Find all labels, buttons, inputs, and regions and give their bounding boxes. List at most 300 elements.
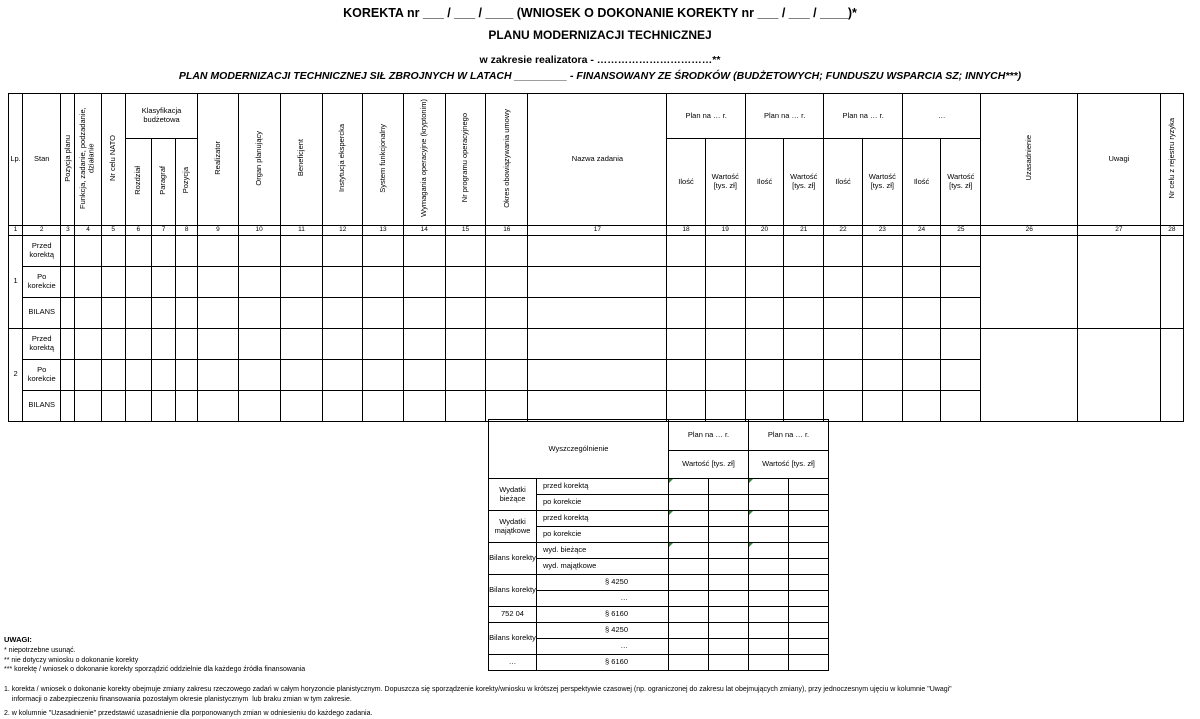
column-number: 18 [667, 225, 705, 235]
table-cell[interactable] [403, 328, 445, 359]
table-row [9, 235, 1184, 266]
summary-value-cell[interactable] [709, 607, 749, 623]
summary-value-cell[interactable] [709, 479, 749, 495]
col-header-uwagi: Uwagi [1078, 94, 1161, 226]
column-number-row [9, 225, 1184, 235]
table-cell[interactable] [101, 235, 125, 266]
table-cell[interactable] [941, 297, 981, 328]
table-cell[interactable] [528, 235, 667, 266]
table-cell[interactable] [862, 235, 902, 266]
col-header-organ: Organ planujący [253, 130, 263, 186]
table-cell[interactable] [280, 328, 322, 359]
summary-value-cell[interactable] [669, 623, 709, 639]
table-cell[interactable] [75, 328, 101, 359]
summary-bilans-code: 752 04 [489, 607, 537, 623]
summary-value-cell[interactable] [789, 623, 829, 639]
footnote-2: ** nie dotyczy wniosku o dokonanie korekty [4, 656, 139, 664]
col-header-pozycja: Pozycja [181, 167, 191, 194]
table-cell[interactable] [323, 297, 363, 328]
table-cell[interactable] [667, 328, 705, 359]
table-cell[interactable] [902, 359, 940, 390]
table-cell[interactable] [784, 266, 824, 297]
summary-bilans-label: Bilans korekty [489, 575, 537, 607]
table-cell[interactable] [902, 328, 940, 359]
table-cell[interactable] [445, 328, 485, 359]
summary-wartosc-header: Wartość [tys. zł] [669, 451, 749, 479]
table-cell[interactable] [61, 235, 75, 266]
table-cell[interactable] [824, 297, 862, 328]
table-cell[interactable] [75, 235, 101, 266]
summary-value-cell[interactable] [709, 559, 749, 575]
summary-value-cell[interactable] [709, 655, 749, 671]
col-header-pozycja-planu: Pozycja planu [62, 134, 72, 182]
table-cell[interactable] [125, 297, 151, 328]
col-header-ilosc: Ilość [667, 139, 705, 225]
summary-group-label: Bilans korekty [489, 543, 537, 575]
table-cell[interactable] [941, 390, 981, 421]
table-cell[interactable] [824, 328, 862, 359]
document-title: KOREKTA nr ___ / ___ / ____ (WNIOSEK O DOKONANIE KOREKTY nr ___ / ___ / ____)* [343, 6, 857, 20]
col-header-instytucja: Instytucja ekspercka [337, 124, 347, 192]
table-cell[interactable] [280, 266, 322, 297]
table-cell[interactable] [784, 390, 824, 421]
table-cell[interactable] [862, 359, 902, 390]
table-cell[interactable] [101, 297, 125, 328]
table-cell[interactable] [176, 235, 198, 266]
column-number: 11 [280, 225, 322, 235]
note-point-1-line-2: informacji o zabezpieczeniu finansowania pozostałym okresie planistycznym lub braku zmian w tym zakresie. [4, 695, 352, 703]
table-cell[interactable] [280, 235, 322, 266]
summary-value-cell[interactable] [669, 639, 709, 655]
table-cell[interactable] [667, 297, 705, 328]
table-cell[interactable] [445, 266, 485, 297]
table-cell[interactable] [363, 235, 403, 266]
summary-value-cell[interactable] [709, 575, 749, 591]
main-plan-table [8, 93, 1184, 422]
document-subtitle: PLANU MODERNIZACJI TECHNICZNEJ [488, 28, 712, 42]
table-cell[interactable] [176, 390, 198, 421]
table-cell[interactable] [667, 359, 705, 390]
table-cell[interactable] [486, 266, 528, 297]
table-cell[interactable] [198, 235, 238, 266]
table-cell[interactable] [323, 235, 363, 266]
col-header-lp: Lp. [9, 94, 23, 226]
table-cell[interactable] [125, 359, 151, 390]
summary-value-cell[interactable] [789, 527, 829, 543]
table-cell[interactable] [784, 359, 824, 390]
column-number: 10 [238, 225, 280, 235]
col-header-nr-celu-rejestru: Nr celu z rejestru ryzyka [1166, 117, 1176, 199]
summary-value-cell[interactable] [789, 543, 829, 559]
summary-paragraph-label: § 4250 [537, 623, 669, 639]
column-number: 1 [9, 225, 23, 235]
summary-paragraph-label: § 6160 [537, 655, 669, 671]
table-cell[interactable] [445, 297, 485, 328]
summary-value-cell[interactable] [669, 559, 709, 575]
summary-value-cell[interactable] [789, 639, 829, 655]
summary-value-cell[interactable] [669, 575, 709, 591]
table-cell[interactable] [101, 390, 125, 421]
col-header-wartosc: Wartość [tys. zł] [941, 139, 981, 225]
col-header-wartosc: Wartość [tys. zł] [784, 139, 824, 225]
summary-item-label: po korekcie [537, 527, 669, 543]
summary-header: Wyszczególnienie [489, 420, 669, 479]
table-cell[interactable] [403, 359, 445, 390]
risk-register-cell[interactable] [1160, 235, 1183, 328]
summary-value-cell[interactable] [789, 607, 829, 623]
table-cell[interactable] [705, 390, 745, 421]
col-header-beneficjent: Beneficjent [296, 139, 306, 177]
table-cell[interactable] [151, 235, 175, 266]
table-cell[interactable] [403, 266, 445, 297]
summary-value-cell[interactable] [709, 639, 749, 655]
column-number: 27 [1078, 225, 1161, 235]
table-cell[interactable] [238, 297, 280, 328]
table-cell[interactable] [705, 235, 745, 266]
summary-value-cell[interactable] [749, 591, 789, 607]
col-header-ilosc: Ilość [902, 139, 940, 225]
summary-value-cell[interactable] [709, 623, 749, 639]
column-number: 6 [125, 225, 151, 235]
table-cell[interactable] [824, 359, 862, 390]
summary-paragraph-label: § 6160 [537, 607, 669, 623]
table-cell[interactable] [61, 266, 75, 297]
summary-value-cell[interactable] [749, 559, 789, 575]
col-header-rozdzial: Rozdział [133, 166, 143, 195]
table-cell[interactable] [75, 390, 101, 421]
summary-paragraph-label: … [537, 591, 669, 607]
col-header-funkcja: Funkcja, zadanie, podzadanie, działanie [78, 107, 97, 209]
table-cell[interactable] [238, 266, 280, 297]
summary-value-cell[interactable] [669, 495, 709, 511]
table-cell[interactable] [176, 328, 198, 359]
column-number: 23 [862, 225, 902, 235]
plan-group-header: Plan na … r. [667, 94, 746, 139]
table-cell[interactable] [323, 359, 363, 390]
table-cell[interactable] [745, 297, 783, 328]
table-cell[interactable] [705, 359, 745, 390]
table-cell[interactable] [151, 359, 175, 390]
col-header-nazwa: Nazwa zadania [528, 94, 667, 226]
table-cell[interactable] [75, 359, 101, 390]
col-header-nr-programu: Nr programu operacyjnego [460, 113, 470, 203]
table-cell[interactable] [705, 266, 745, 297]
table-cell[interactable] [151, 297, 175, 328]
realizator-line: w zakresie realizatora - ……………………………** [479, 54, 721, 66]
table-cell[interactable] [528, 328, 667, 359]
table-cell[interactable] [528, 390, 667, 421]
table-cell[interactable] [862, 328, 902, 359]
column-number: 2 [23, 225, 61, 235]
summary-group-label: Wydatki bieżące [489, 479, 537, 511]
summary-value-cell[interactable] [749, 543, 789, 559]
table-cell[interactable] [323, 390, 363, 421]
summary-value-cell[interactable] [669, 527, 709, 543]
row-stan: Po korekcie [23, 266, 61, 297]
summary-value-cell[interactable] [669, 607, 709, 623]
summary-value-cell[interactable] [749, 655, 789, 671]
summary-value-cell[interactable] [709, 527, 749, 543]
table-cell[interactable] [238, 359, 280, 390]
summary-paragraph-label: … [537, 639, 669, 655]
summary-value-cell[interactable] [789, 655, 829, 671]
uwagi-cell[interactable] [1078, 328, 1161, 421]
column-number: 16 [486, 225, 528, 235]
table-cell[interactable] [824, 235, 862, 266]
summary-plan-header: Plan na … r. [749, 420, 829, 451]
col-header-ilosc: Ilość [824, 139, 862, 225]
table-cell[interactable] [61, 390, 75, 421]
column-number: 15 [445, 225, 485, 235]
table-cell[interactable] [101, 266, 125, 297]
summary-value-cell[interactable] [789, 591, 829, 607]
row-stan: Po korekcie [23, 359, 61, 390]
column-number: 22 [824, 225, 862, 235]
row-stan: Przed korektą [23, 328, 61, 359]
summary-wartosc-header: Wartość [tys. zł] [749, 451, 829, 479]
table-cell[interactable] [745, 266, 783, 297]
table-cell[interactable] [486, 235, 528, 266]
summary-value-cell[interactable] [709, 495, 749, 511]
table-cell[interactable] [280, 359, 322, 390]
table-cell[interactable] [528, 297, 667, 328]
summary-bilans-label: Bilans korekty [489, 623, 537, 655]
table-cell[interactable] [238, 328, 280, 359]
table-cell[interactable] [363, 266, 403, 297]
table-cell[interactable] [238, 235, 280, 266]
table-cell[interactable] [101, 328, 125, 359]
summary-item-label: po korekcie [537, 495, 669, 511]
table-cell[interactable] [528, 266, 667, 297]
table-cell[interactable] [705, 328, 745, 359]
table-cell[interactable] [125, 266, 151, 297]
note-point-1 [4, 685, 952, 704]
table-cell[interactable] [486, 297, 528, 328]
plan-group-header: Plan na … r. [745, 94, 824, 139]
column-number: 25 [941, 225, 981, 235]
table-row [9, 328, 1184, 359]
summary-paragraph-label: § 4250 [537, 575, 669, 591]
note-point-1-line-1: 1. korekta / wniosek o dokonanie korekty obejmuje zmiany zakresu rzeczowego zadań w całym horyzoncie planistycznym. Dopuszcza się sporządzenie korekty/wniosku w krótszej perspektywie czasowej (np. ograniczonej do zakresu lat obejmujących zmiany), przy jednoczesnym ujęciu w kolumnie "Uwagi" [4, 686, 952, 693]
table-cell[interactable] [198, 328, 238, 359]
table-cell[interactable] [61, 328, 75, 359]
col-header-wartosc: Wartość [tys. zł] [862, 139, 902, 225]
table-cell[interactable] [363, 359, 403, 390]
summary-value-cell[interactable] [669, 543, 709, 559]
column-number: 8 [176, 225, 198, 235]
summary-group-label: Wydatki majątkowe [489, 511, 537, 543]
table-cell[interactable] [176, 266, 198, 297]
table-cell[interactable] [862, 297, 902, 328]
column-number: 5 [101, 225, 125, 235]
row-stan: BILANS [23, 297, 61, 328]
column-number: 12 [323, 225, 363, 235]
table-cell[interactable] [862, 266, 902, 297]
row-lp: 2 [9, 328, 23, 421]
uzasadnienie-cell[interactable] [981, 328, 1078, 421]
table-cell[interactable] [280, 297, 322, 328]
column-number: 13 [363, 225, 403, 235]
uzasadnienie-cell[interactable] [981, 235, 1078, 328]
table-cell[interactable] [403, 235, 445, 266]
table-cell[interactable] [151, 266, 175, 297]
summary-table [488, 419, 829, 671]
table-cell[interactable] [486, 359, 528, 390]
column-number: 14 [403, 225, 445, 235]
column-number: 7 [151, 225, 175, 235]
summary-item-label: przed korektą [537, 511, 669, 527]
summary-value-cell[interactable] [789, 575, 829, 591]
table-cell[interactable] [198, 266, 238, 297]
column-number: 3 [61, 225, 75, 235]
table-cell[interactable] [280, 390, 322, 421]
table-cell[interactable] [198, 359, 238, 390]
table-cell[interactable] [445, 390, 485, 421]
table-cell[interactable] [445, 235, 485, 266]
summary-value-cell[interactable] [709, 511, 749, 527]
summary-value-cell[interactable] [749, 511, 789, 527]
footnote-3: *** korektę / wniosek o dokonanie korekty sporządzić oddzielnie dla każdego źródła finansowania [4, 666, 306, 673]
column-number: 19 [705, 225, 745, 235]
table-cell[interactable] [902, 266, 940, 297]
row-stan: BILANS [23, 390, 61, 421]
column-number: 9 [198, 225, 238, 235]
summary-value-cell[interactable] [669, 511, 709, 527]
summary-value-cell[interactable] [789, 495, 829, 511]
table-cell[interactable] [363, 390, 403, 421]
col-header-wymagania: Wymagania operacyjne (kryptonim) [418, 99, 428, 217]
table-cell[interactable] [101, 359, 125, 390]
summary-value-cell[interactable] [709, 543, 749, 559]
summary-plan-header: Plan na … r. [669, 420, 749, 451]
table-cell[interactable] [151, 390, 175, 421]
table-cell[interactable] [784, 297, 824, 328]
summary-item-label: przed korektą [537, 479, 669, 495]
table-cell[interactable] [125, 328, 151, 359]
footnote-1: * niepotrzebne usunąć. [4, 647, 76, 654]
table-cell[interactable] [61, 297, 75, 328]
summary-value-cell[interactable] [669, 479, 709, 495]
table-cell[interactable] [745, 235, 783, 266]
table-cell[interactable] [238, 390, 280, 421]
col-header-uzasadnienie: Uzasadnienie [1023, 135, 1033, 181]
table-cell[interactable] [941, 359, 981, 390]
summary-table-body [489, 479, 829, 671]
table-cell[interactable] [198, 390, 238, 421]
col-header-paragraf: Paragraf [158, 166, 168, 195]
notes-footnotes [4, 646, 305, 675]
table-cell[interactable] [363, 297, 403, 328]
table-cell[interactable] [75, 297, 101, 328]
table-cell[interactable] [445, 359, 485, 390]
table-cell[interactable] [323, 328, 363, 359]
table-cell[interactable] [125, 235, 151, 266]
summary-value-cell[interactable] [749, 639, 789, 655]
table-cell[interactable] [902, 297, 940, 328]
summary-value-cell[interactable] [749, 607, 789, 623]
note-point-2: 2. w kolumnie "Uzasadnienie" przedstawić uzasadnienie dla porponowanych zmian w odniesieniu do każdego zadania. [4, 710, 373, 717]
table-cell[interactable] [667, 235, 705, 266]
table-cell[interactable] [486, 390, 528, 421]
table-cell[interactable] [784, 235, 824, 266]
row-lp: 1 [9, 235, 23, 328]
summary-value-cell[interactable] [749, 623, 789, 639]
column-number: 4 [75, 225, 101, 235]
column-number: 17 [528, 225, 667, 235]
summary-bilans-code: … [489, 655, 537, 671]
summary-value-cell[interactable] [749, 527, 789, 543]
table-cell[interactable] [75, 266, 101, 297]
table-cell[interactable] [941, 328, 981, 359]
summary-value-cell[interactable] [749, 575, 789, 591]
table-cell[interactable] [941, 266, 981, 297]
table-cell[interactable] [323, 266, 363, 297]
table-cell[interactable] [363, 328, 403, 359]
summary-value-cell[interactable] [749, 495, 789, 511]
table-cell[interactable] [705, 297, 745, 328]
table-cell[interactable] [745, 359, 783, 390]
table-cell[interactable] [486, 328, 528, 359]
table-cell[interactable] [745, 390, 783, 421]
table-cell[interactable] [667, 266, 705, 297]
table-cell[interactable] [176, 359, 198, 390]
table-cell[interactable] [784, 328, 824, 359]
col-header-cel-nato: Nr celu NATO [107, 135, 117, 181]
col-header-ilosc: Ilość [745, 139, 783, 225]
table-cell[interactable] [941, 235, 981, 266]
table-cell[interactable] [61, 359, 75, 390]
table-cell[interactable] [667, 390, 705, 421]
plan-group-header: … [902, 94, 981, 139]
table-cell[interactable] [862, 390, 902, 421]
table-cell[interactable] [745, 328, 783, 359]
summary-value-cell[interactable] [749, 479, 789, 495]
col-header-wartosc: Wartość [tys. zł] [705, 139, 745, 225]
table-cell[interactable] [403, 297, 445, 328]
table-cell[interactable] [902, 235, 940, 266]
uwagi-cell[interactable] [1078, 235, 1161, 328]
column-number: 24 [902, 225, 940, 235]
summary-value-cell[interactable] [789, 479, 829, 495]
risk-register-cell[interactable] [1160, 328, 1183, 421]
summary-value-cell[interactable] [789, 511, 829, 527]
notes-title: UWAGI: [4, 635, 32, 644]
summary-item-label: wyd. majątkowe [537, 559, 669, 575]
summary-value-cell[interactable] [709, 591, 749, 607]
summary-value-cell[interactable] [669, 591, 709, 607]
plan-group-header: Plan na … r. [824, 94, 903, 139]
table-cell[interactable] [176, 297, 198, 328]
table-cell[interactable] [902, 390, 940, 421]
table-cell[interactable] [151, 328, 175, 359]
table-cell[interactable] [125, 390, 151, 421]
col-header-realizator: Realizator [212, 141, 222, 175]
table-cell[interactable] [824, 266, 862, 297]
col-header-okres: Okres obowiązywania umowy [501, 108, 511, 208]
table-cell[interactable] [528, 359, 667, 390]
table-cell[interactable] [198, 297, 238, 328]
plan-financing-line: PLAN MODERNIZACJI TECHNICZNEJ SIŁ ZBROJNYCH W LATACH _________ - FINANSOWANY ZE ŚRODKÓW (BUDŻETOWYCH; FUNDUSZU WSPARCIA SZ; INNYCH***) [178, 70, 1022, 82]
column-number: 26 [981, 225, 1078, 235]
summary-value-cell[interactable] [789, 559, 829, 575]
column-number: 28 [1160, 225, 1183, 235]
table-cell[interactable] [403, 390, 445, 421]
column-number: 21 [784, 225, 824, 235]
main-table-body [9, 235, 1184, 421]
summary-value-cell[interactable] [669, 655, 709, 671]
col-header-stan: Stan [23, 94, 61, 226]
table-cell[interactable] [824, 390, 862, 421]
